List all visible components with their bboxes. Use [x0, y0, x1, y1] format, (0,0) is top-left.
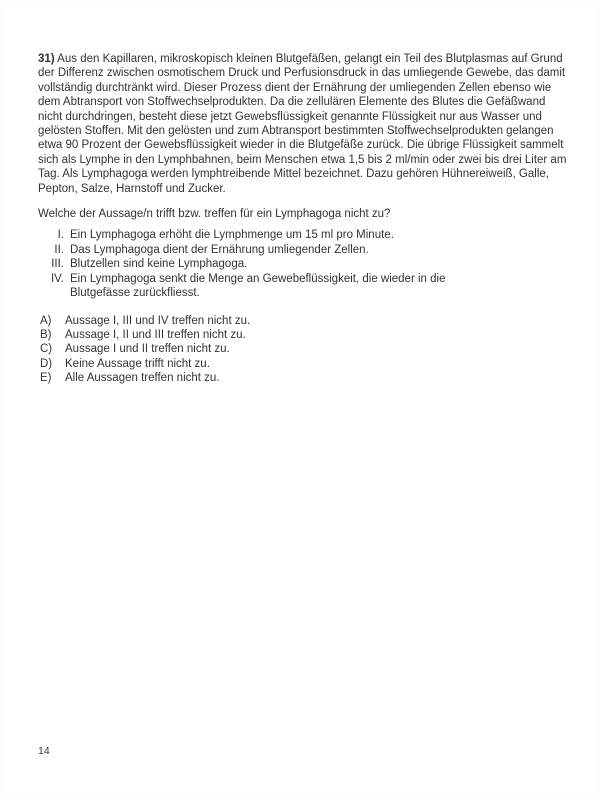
paragraph-line: Pepton, Salze, Harnstoff und Zucker. — [38, 182, 226, 195]
statement-text: Blutzellen sind keine Lymphagoga. — [70, 258, 248, 271]
statement-text: Das Lymphagoga dient der Ernährung umliegender Zellen. — [70, 243, 369, 256]
question-number: 31) — [38, 53, 55, 65]
option-letter: B) — [40, 328, 52, 341]
statement-numeral: III. — [51, 258, 64, 271]
option-text: Alle Aussagen treffen nicht zu. — [65, 372, 220, 385]
question-block — [38, 52, 568, 386]
question-paragraph — [38, 52, 568, 196]
answer-option — [38, 357, 568, 371]
statement-list — [38, 228, 568, 300]
paragraph-line — [38, 52, 568, 66]
answer-option — [38, 371, 568, 385]
statement-text-line: Ein Lymphagoga senkt die Menge an Gewebeflüssigkeit, die wieder in die — [70, 272, 446, 285]
paragraph-line: dem Abtransport von Stoffwechselprodukten. Da die zellulären Elemente des Blutes die Gefäßwand — [38, 96, 546, 109]
option-text: Keine Aussage trifft nicht zu. — [65, 357, 210, 370]
paragraph-line: der Differenz zwischen osmotischem Druck und Perfusionsdruck in das umliegende Gewebe, das damit — [38, 67, 566, 80]
option-text: Aussage I, III und IV treffen nicht zu. — [65, 314, 251, 327]
paragraph-line: Tag. Als Lymphagoga werden lymphtreibende Mittel bezeichnet. Dazu gehören Hühnereiweiß, Galle, — [38, 168, 549, 181]
answer-option — [38, 342, 568, 356]
answer-option — [38, 328, 568, 342]
question-prompt: Welche der Aussage/n trifft bzw. treffen für ein Lymphagoga nicht zu? — [38, 208, 391, 221]
paragraph-line: etwa 90 Prozent der Gewebsflüssigkeit wieder in die Blutgefäße zurück. Die übrige Flüssigkeit sammelt — [38, 139, 564, 152]
option-letter: E) — [40, 372, 52, 385]
statement-item — [38, 257, 568, 271]
statement-numeral: I. — [57, 229, 64, 242]
paragraph-line-text: Aus den Kapillaren, mikroskopisch kleinen Blutgefäßen, gelangt ein Teil des Blutplasmas auf Grund — [54, 53, 563, 65]
answer-option — [38, 314, 568, 328]
statement-numeral: IV. — [50, 272, 64, 285]
option-text: Aussage I, II und III treffen nicht zu. — [65, 328, 246, 341]
page-number: 14 — [38, 745, 50, 757]
statement-item — [38, 228, 568, 242]
option-letter: A) — [40, 314, 52, 327]
paragraph-line: nicht durchdringen, besteht diese jetzt Gewebsflüssigkeit genannte Flüssigkeit nur aus Wasser und — [38, 110, 542, 123]
statement-item — [38, 243, 568, 257]
statement-numeral: II. — [54, 243, 64, 256]
paragraph-line: sich als Lymphe in den Lymphbahnen, beim Menschen etwa 1,5 bis 2 ml/min oder zwei bis drei Liter am — [38, 153, 567, 166]
option-letter: D) — [40, 357, 53, 370]
paragraph-line: vollständig durchtränkt wird. Dieser Prozess dient der Ernährung der umliegenden Zellen ebenso wie — [38, 81, 552, 94]
statement-text: Ein Lymphagoga erhöht die Lymphmenge um 15 ml pro Minute. — [70, 229, 394, 242]
statement-text-line: Blutgefässe zurückfliesst. — [70, 287, 200, 300]
paragraph-line: gelösten Stoffen. Mit den gelösten und zum Abtransport bestimmten Stoffwechselprodukten gelangen — [38, 125, 554, 138]
answer-options — [38, 314, 568, 386]
statement-item — [38, 272, 568, 301]
statement-text — [70, 272, 445, 301]
option-text: Aussage I und II treffen nicht zu. — [65, 343, 230, 356]
option-letter: C) — [40, 343, 53, 356]
